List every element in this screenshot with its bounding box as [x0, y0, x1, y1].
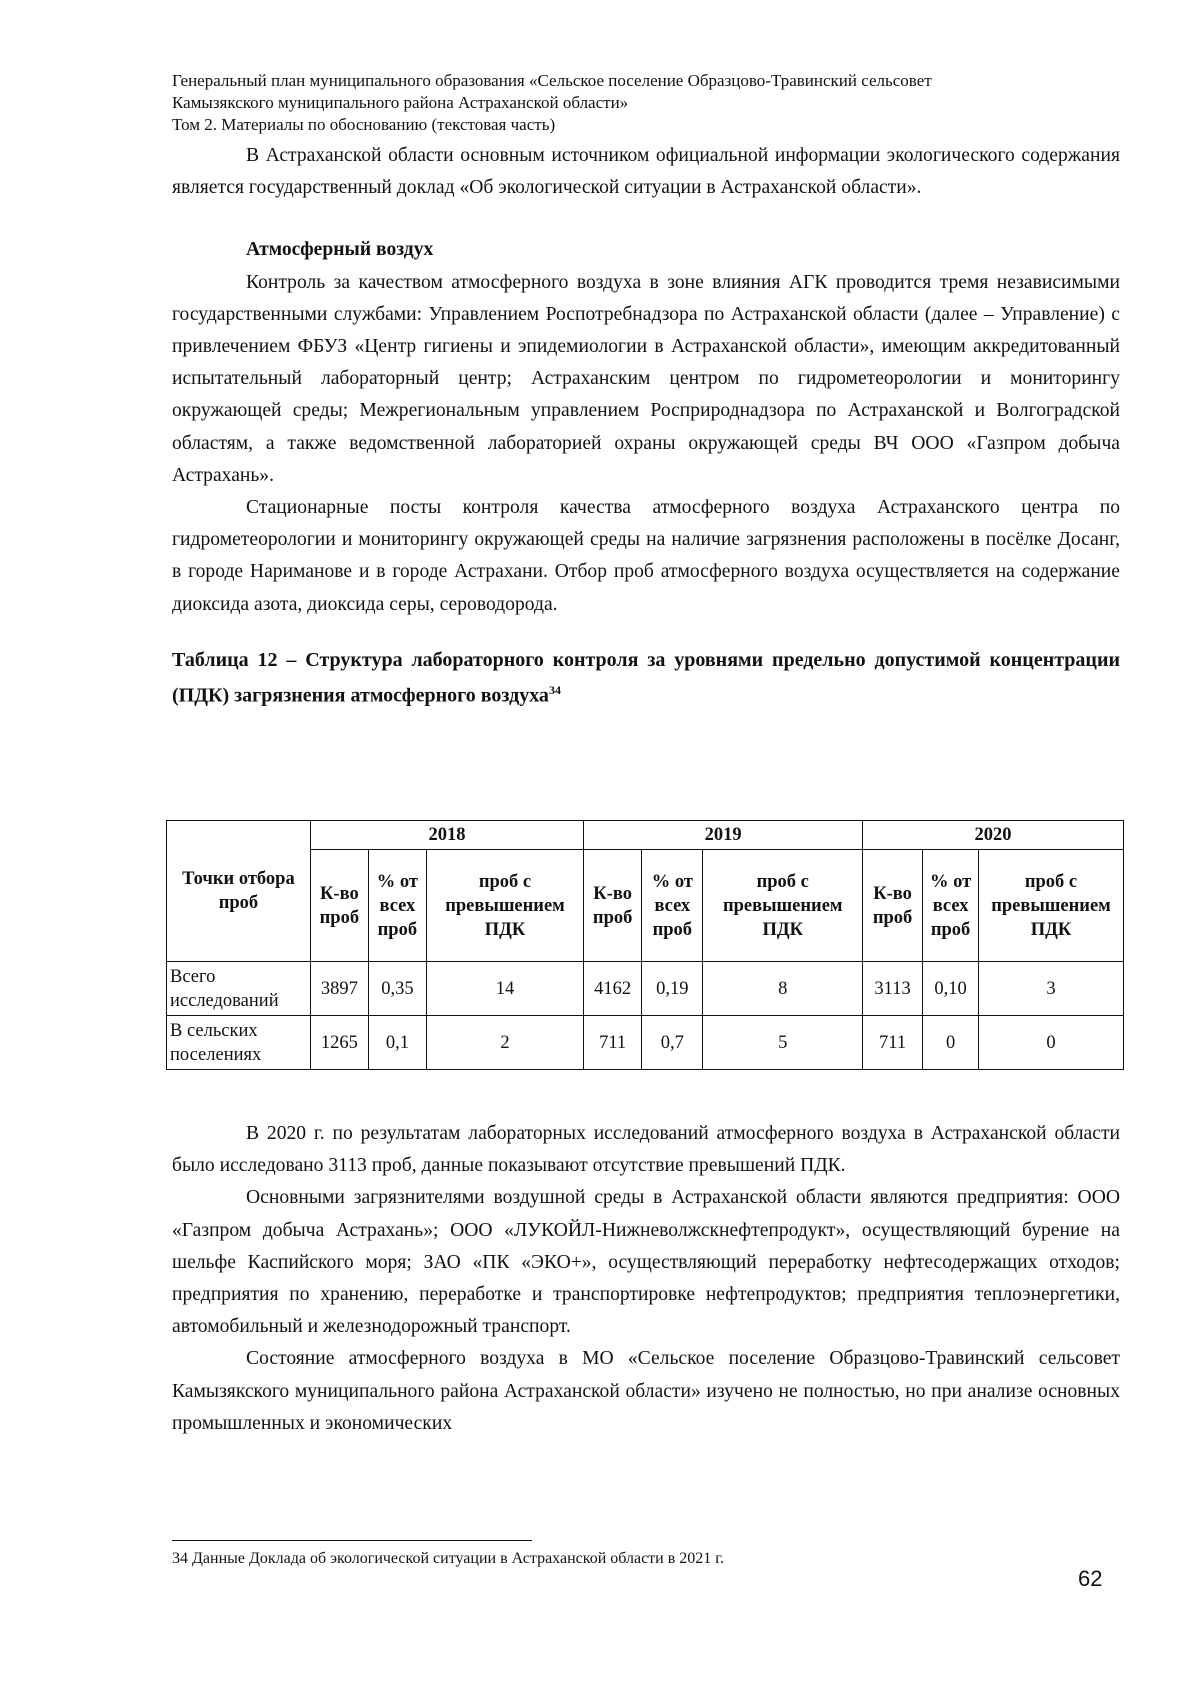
body-top — [172, 140, 1120, 711]
table-caption-ref: 34 — [548, 682, 561, 697]
table-row — [167, 1016, 1124, 1070]
subheader-count-2018: К-во проб — [310, 850, 368, 962]
cell: 4162 — [584, 962, 642, 1016]
footnote: 34 Данные Доклада об экологической ситуации в Астраханской области в 2021 г. — [172, 1550, 725, 1567]
row-label: Всего исследований — [167, 962, 311, 1016]
table-caption-text: Таблица 12 – Структура лабораторного контроля за уровнями предельно допустимой концентрации (ПДК) загрязнения атмосферного воздуха — [172, 648, 1120, 707]
header-year-2020: 2020 — [862, 821, 1123, 850]
cell: 14 — [426, 962, 583, 1016]
cell: 0,35 — [368, 962, 426, 1016]
page-number: 62 — [1078, 1566, 1103, 1591]
subheader-exceed-2019: проб с превышением ПДК — [703, 850, 863, 962]
cell: 8 — [703, 962, 863, 1016]
subheader-exceed-2020: проб с превышением ПДК — [978, 850, 1123, 962]
pdk-table — [166, 820, 1124, 1070]
paragraph-control: Контроль за качеством атмосферного воздуха в зоне влияния АГК проводится тремя независимыми государственными службами: Управлением Роспотребнадзора по Астраханской области (далее – Управление) с привлечением ФБУЗ «Центр гигиены и эпидемиологии в Астраханской области», имеющим аккредитованный испытательный лабораторный центр; Астраханским центром по гидрометеорологии и мониторингу окружающей среды; Межрегиональным управлением Росприроднадзора по Астраханской и Волгоградской областям, а также ведомственной лабораторией охраны окружающей среды ВЧ ООО «Газпром добыча Астрахань». — [172, 271, 1120, 486]
paragraph-posts: Стационарные посты контроля качества атмосферного воздуха Астраханского центра по гидрометеорологии и мониторингу окружающей среды на наличие загрязнения расположены в посёлке Досанг, в городе Нариманове и в городе Астрахани. Отбор проб атмосферного воздуха осуществляется на содержание диоксида азота, диоксида серы, сероводорода. — [172, 497, 1120, 615]
cell: 1265 — [310, 1016, 368, 1070]
table-row — [167, 962, 1124, 1016]
header-year-2018: 2018 — [310, 821, 583, 850]
subheader-percent-2018: % от всех проб — [368, 850, 426, 962]
page-header — [172, 70, 1122, 136]
cell: 3897 — [310, 962, 368, 1016]
row-label: В сельских поселениях — [167, 1016, 311, 1070]
cell: 711 — [584, 1016, 642, 1070]
footnote-divider — [172, 1540, 532, 1541]
cell: 3 — [978, 962, 1123, 1016]
cell: 711 — [862, 1016, 922, 1070]
header-year-2019: 2019 — [584, 821, 863, 850]
body-bottom — [172, 1118, 1120, 1440]
cell: 0,7 — [642, 1016, 703, 1070]
cell: 0 — [978, 1016, 1123, 1070]
cell: 3113 — [862, 962, 922, 1016]
cell: 0,10 — [923, 962, 979, 1016]
paragraph-polluters: Основными загрязнителями воздушной среды в Астраханской области являются предприятия: ООО «Газпром добыча Астрахань»; ООО «ЛУКОЙЛ-Нижневолжскнефтепродукт», осуществляющий бурение на шельфе Каспийского моря; ЗАО «ПК «ЭКО+», осуществляющий переработку нефтесодержащих отходов; предприятия по хранению, переработке и транспортировке нефтепродуктов; предприятия теплоэнергетики, автомобильный и железнодорожный транспорт. — [172, 1187, 1120, 1338]
subheader-percent-2019: % от всех проб — [642, 850, 703, 962]
paragraph-2020: В 2020 г. по результатам лабораторных исследований атмосферного воздуха в Астраханской области было исследовано 3113 проб, данные показывают отсутствие превышений ПДК. — [172, 1123, 1120, 1177]
subheader-exceed-2018: проб с превышением ПДК — [426, 850, 583, 962]
paragraph-intro: В Астраханской области основным источником официальной информации экологического содержания является государственный доклад «Об экологической ситуации в Астраханской области». — [172, 145, 1120, 199]
header-line-2: Камызякского муниципального района Астраханской области» — [172, 93, 629, 112]
cell: 0,1 — [368, 1016, 426, 1070]
table-caption — [172, 645, 1120, 711]
section-heading-air: Атмосферный воздух — [246, 239, 434, 261]
cell: 0,19 — [642, 962, 703, 1016]
header-line-3: Том 2. Материалы по обоснованию (текстовая часть) — [172, 115, 556, 134]
cell: 2 — [426, 1016, 583, 1070]
header-points: Точки отбора проб — [167, 821, 311, 962]
cell: 5 — [703, 1016, 863, 1070]
subheader-count-2019: К-во проб — [584, 850, 642, 962]
paragraph-state: Состояние атмосферного воздуха в МО «Сельское поселение Образцово-Травинский сельсовет Камызякского муниципального района Астраханской области» изучено не полностью, но при анализе основных промышленных и экономических — [172, 1348, 1120, 1434]
subheader-percent-2020: % от всех проб — [923, 850, 979, 962]
cell: 0 — [923, 1016, 979, 1070]
subheader-count-2020: К-во проб — [862, 850, 922, 962]
header-line-1: Генеральный план муниципального образования «Сельское поселение Образцово-Травинский сельсовет — [172, 71, 932, 90]
